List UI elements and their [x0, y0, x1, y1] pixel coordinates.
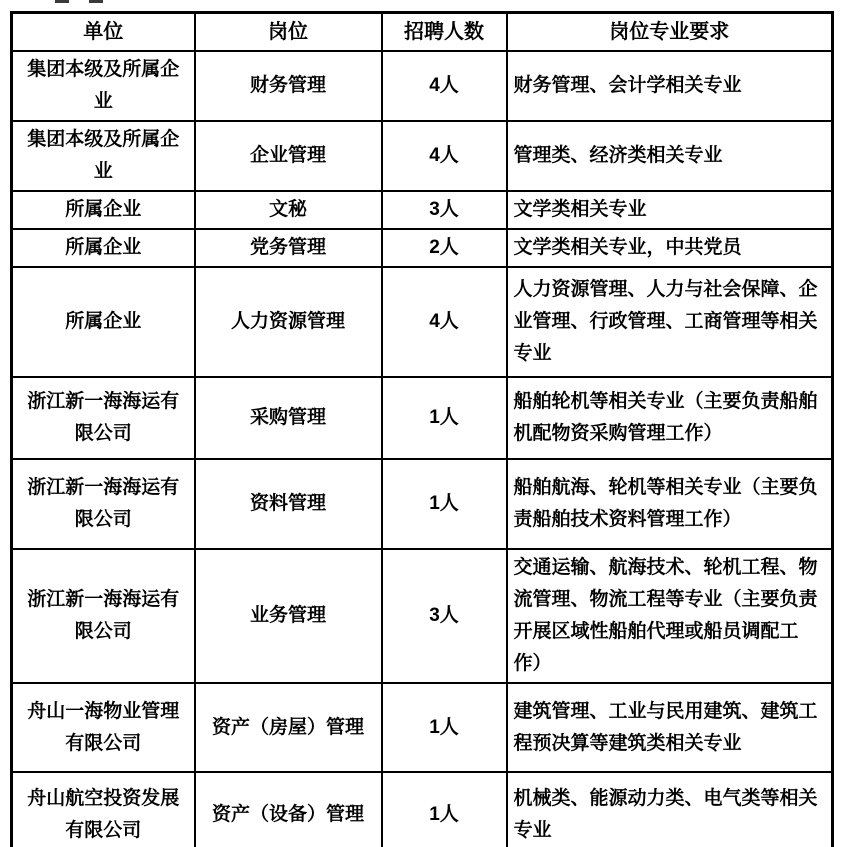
unit-cell: 所属企业: [12, 191, 195, 229]
position-cell: 资料管理: [195, 459, 382, 549]
position-cell: 财务管理: [195, 51, 382, 121]
col-header-unit: 单位: [12, 13, 195, 52]
table-row: [12, 51, 833, 121]
position-cell: 业务管理: [195, 549, 382, 683]
headcount-cell: 1人: [382, 377, 507, 459]
position-cell: 采购管理: [195, 377, 382, 459]
header-row: [12, 13, 833, 52]
requirements-cell: 建筑管理、工业与民用建筑、建筑工程预决算等建筑类相关专业: [507, 683, 833, 772]
requirements-cell: 交通运输、航海技术、轮机工程、物流管理、物流工程等专业（主要负责开展区域性船舶代理或船员调配工作）: [507, 549, 833, 683]
unit-cell: 舟山航空投资发展有限公司: [12, 772, 195, 847]
col-header-requirements: 岗位专业要求: [507, 13, 833, 52]
unit-cell: 所属企业: [12, 267, 195, 377]
position-cell: 人力资源管理: [195, 267, 382, 377]
col-header-position: 岗位: [195, 13, 382, 52]
position-cell: 文秘: [195, 191, 382, 229]
requirements-cell: 船舶航海、轮机等相关专业（主要负责船舶技术资料管理工作）: [507, 459, 833, 549]
headcount-cell: 4人: [382, 267, 507, 377]
headcount-cell: 1人: [382, 683, 507, 772]
unit-cell: 舟山一海物业管理有限公司: [12, 683, 195, 772]
unit-cell: 集团本级及所属企业: [12, 121, 195, 191]
table-row: [12, 549, 833, 683]
requirements-cell: 财务管理、会计学相关专业: [507, 51, 833, 121]
col-header-headcount: 招聘人数: [382, 13, 507, 52]
table-row: [12, 267, 833, 377]
table-row: [12, 191, 833, 229]
unit-cell: 浙江新一海海运有限公司: [12, 377, 195, 459]
headcount-cell: 2人: [382, 229, 507, 267]
unit-cell: 浙江新一海海运有限公司: [12, 549, 195, 683]
headcount-cell: 3人: [382, 191, 507, 229]
table-row: [12, 459, 833, 549]
requirements-cell: 人力资源管理、人力与社会保障、企业管理、行政管理、工商管理等相关专业: [507, 267, 833, 377]
artifact-mark: [89, 0, 103, 3]
table-row: [12, 683, 833, 772]
headcount-cell: 3人: [382, 549, 507, 683]
table-row: [12, 377, 833, 459]
position-cell: 党务管理: [195, 229, 382, 267]
unit-cell: 集团本级及所属企业: [12, 51, 195, 121]
recruitment-table: [10, 11, 834, 847]
unit-cell: 浙江新一海海运有限公司: [12, 459, 195, 549]
position-cell: 资产（设备）管理: [195, 772, 382, 847]
requirements-cell: 文学类相关专业，中共党员: [507, 229, 833, 267]
headcount-cell: 1人: [382, 772, 507, 847]
table-row: [12, 772, 833, 847]
headcount-cell: 4人: [382, 121, 507, 191]
artifact-mark: [55, 0, 69, 3]
position-cell: 企业管理: [195, 121, 382, 191]
headcount-cell: 1人: [382, 459, 507, 549]
requirements-cell: 机械类、能源动力类、电气类等相关专业: [507, 772, 833, 847]
unit-cell: 所属企业: [12, 229, 195, 267]
requirements-cell: 管理类、经济类相关专业: [507, 121, 833, 191]
position-cell: 资产（房屋）管理: [195, 683, 382, 772]
headcount-cell: 4人: [382, 51, 507, 121]
table-row: [12, 121, 833, 191]
requirements-cell: 文学类相关专业: [507, 191, 833, 229]
table-row: [12, 229, 833, 267]
requirements-cell: 船舶轮机等相关专业（主要负责船舶机配物资采购管理工作）: [507, 377, 833, 459]
cropped-text-top-artifact: [55, 0, 115, 3]
